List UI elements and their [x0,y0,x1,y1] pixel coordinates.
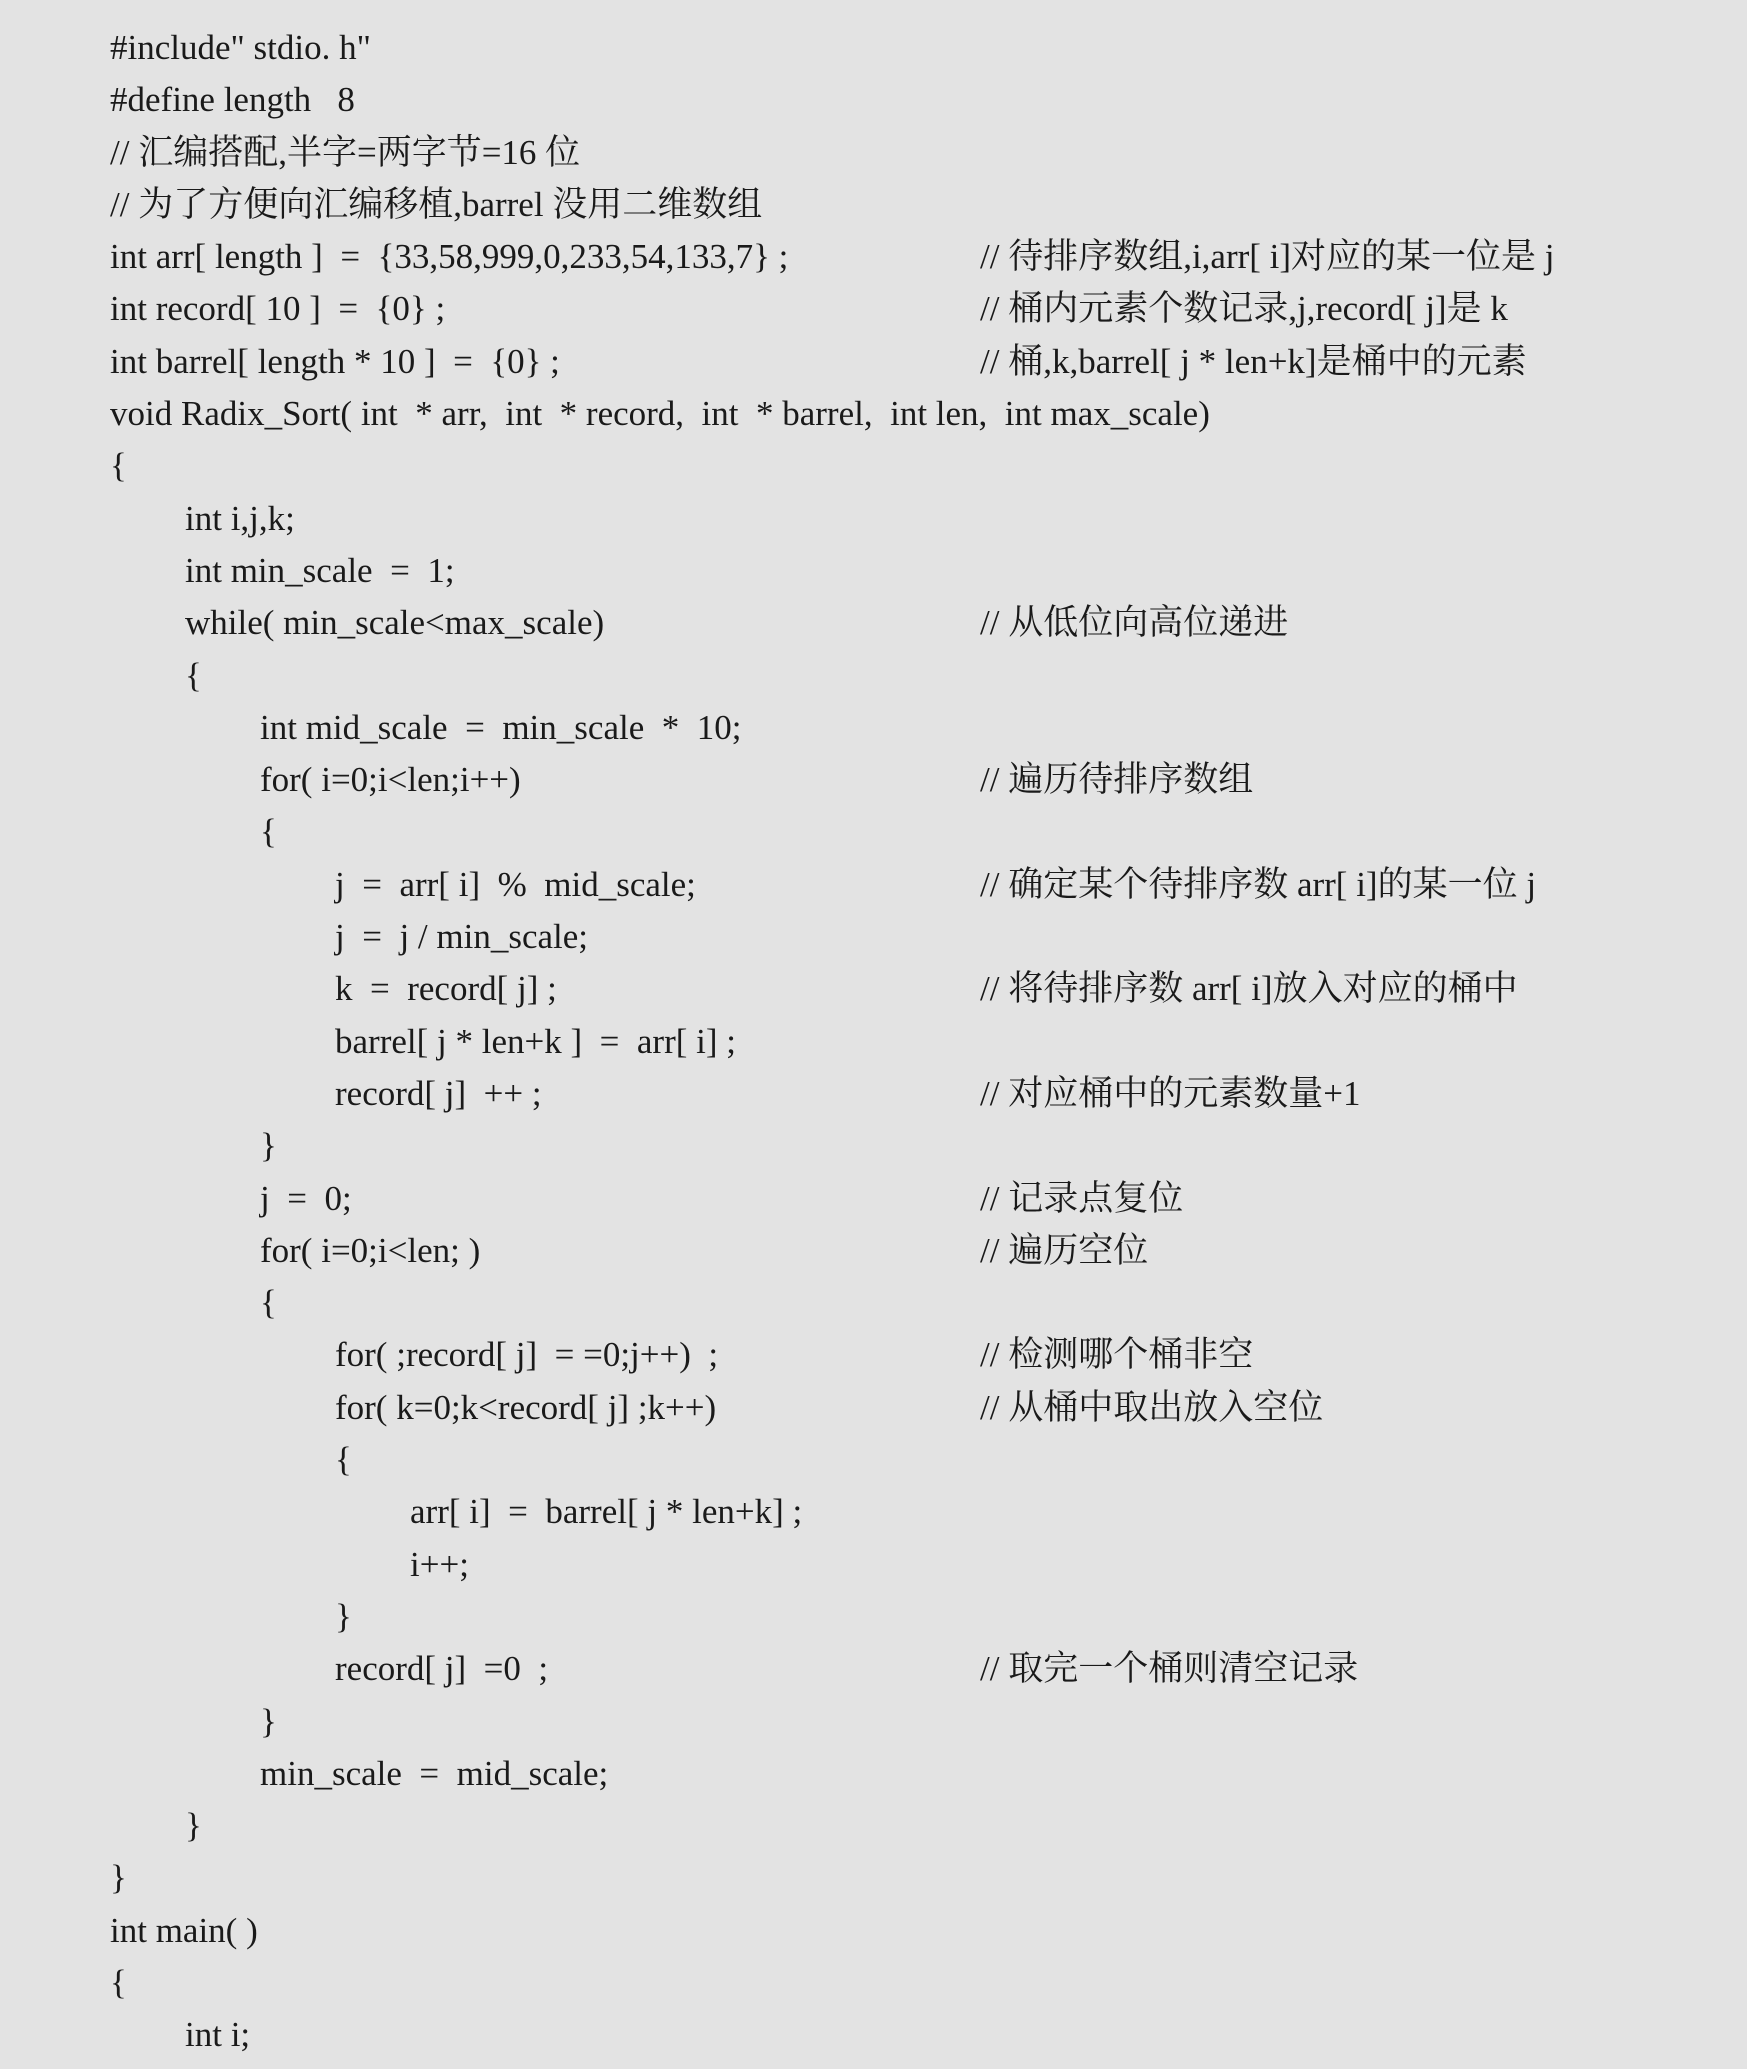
code-text: i++; [410,1544,469,1584]
code-line [110,806,1730,858]
code-line [110,22,1730,74]
code-comment: // 确定某个待排序数 arr[ i]的某一位 j [980,864,1537,904]
code-text: { [185,655,202,695]
code-listing [110,22,1730,2062]
code-comment: // 取完一个桶则清空记录 [980,1649,1359,1689]
code-line [110,963,1730,1015]
code-line [110,1539,1730,1591]
code-line [110,597,1730,649]
code-text: int main( ) [110,1910,258,1950]
code-text: for( i=0;i<len;i++) [260,760,521,800]
code-text: record[ j] =0 ; [335,1649,549,1689]
code-text: for( ;record[ j] = =0;j++) ; [335,1335,719,1375]
code-line [110,1905,1730,1957]
code-text: { [110,446,127,486]
code-text: int i; [185,2015,251,2055]
code-text: } [110,1858,127,1898]
code-text: int arr[ length ] = {33,58,999,0,233,54,133,7} ; [110,237,789,277]
code-line [110,1173,1730,1225]
code-text: } [185,1806,202,1846]
code-line [110,179,1730,231]
code-line [110,545,1730,597]
code-text: record[ j] ++ ; [335,1073,542,1113]
code-text: // 汇编搭配,半字=两字节=16 位 [110,132,581,172]
code-line [110,127,1730,179]
code-line [110,2009,1730,2061]
code-text: int barrel[ length * 10 ] = {0} ; [110,341,560,381]
code-comment: // 对应桶中的元素数量+1 [980,1073,1361,1113]
code-comment: // 从桶中取出放入空位 [980,1387,1324,1427]
code-line [110,1225,1730,1277]
code-line [110,336,1730,388]
code-comment: // 桶,k,barrel[ j * len+k]是桶中的元素 [980,341,1527,381]
code-text: for( k=0;k<record[ j] ;k++) [335,1387,717,1427]
code-line [110,911,1730,963]
code-text: void Radix_Sort( int * arr, int * record, int * barrel, int len, int max_scale) [110,394,1210,434]
code-text: k = record[ j] ; [335,969,557,1009]
code-line [110,1329,1730,1381]
code-line [110,283,1730,335]
code-line [110,1016,1730,1068]
code-line [110,1852,1730,1904]
code-line [110,702,1730,754]
code-comment: // 从低位向高位递进 [980,603,1289,643]
code-comment: // 待排序数组,i,arr[ i]对应的某一位是 j [980,237,1555,277]
code-line [110,859,1730,911]
code-text: for( i=0;i<len; ) [260,1230,481,1270]
code-text: #define length 8 [110,80,355,120]
code-text: int record[ 10 ] = {0} ; [110,289,446,329]
code-line [110,1120,1730,1172]
code-line [110,493,1730,545]
code-text: barrel[ j * len+k ] = arr[ i] ; [335,1021,736,1061]
code-line [110,1800,1730,1852]
code-text: j = 0; [260,1178,352,1218]
code-comment: // 记录点复位 [980,1178,1184,1218]
code-text: j = j / min_scale; [335,917,589,957]
code-text: int min_scale = 1; [185,550,455,590]
code-comment: // 遍历待排序数组 [980,760,1254,800]
code-text: { [335,1440,352,1480]
code-text: j = arr[ i] % mid_scale; [335,864,696,904]
code-line [110,440,1730,492]
code-text: // 为了方便向汇编移植,barrel 没用二维数组 [110,184,763,224]
code-line [110,1486,1730,1538]
code-text: { [260,812,277,852]
code-text: int mid_scale = min_scale * 10; [260,707,742,747]
code-text: min_scale = mid_scale; [260,1753,609,1793]
code-text: int i,j,k; [185,498,295,538]
code-line [110,1434,1730,1486]
code-line [110,1643,1730,1695]
code-text: { [260,1283,277,1323]
code-text: arr[ i] = barrel[ j * len+k] ; [410,1492,803,1532]
code-comment: // 桶内元素个数记录,j,record[ j]是 k [980,289,1508,329]
code-line [110,754,1730,806]
code-text: } [335,1596,352,1636]
code-line [110,1382,1730,1434]
code-line [110,74,1730,126]
code-line [110,388,1730,440]
code-comment: // 将待排序数 arr[ i]放入对应的桶中 [980,969,1518,1009]
code-comment: // 遍历空位 [980,1230,1149,1270]
code-text: { [110,1962,127,2002]
code-line [110,1591,1730,1643]
code-line [110,1957,1730,2009]
code-text: } [260,1701,277,1741]
code-text: #include" stdio. h" [110,28,371,67]
code-text: } [260,1126,277,1166]
code-line [110,1696,1730,1748]
code-comment: // 检测哪个桶非空 [980,1335,1254,1375]
code-line [110,650,1730,702]
code-line [110,1748,1730,1800]
code-line [110,1277,1730,1329]
code-line [110,1068,1730,1120]
code-line [110,231,1730,283]
code-text: while( min_scale<max_scale) [185,603,605,643]
